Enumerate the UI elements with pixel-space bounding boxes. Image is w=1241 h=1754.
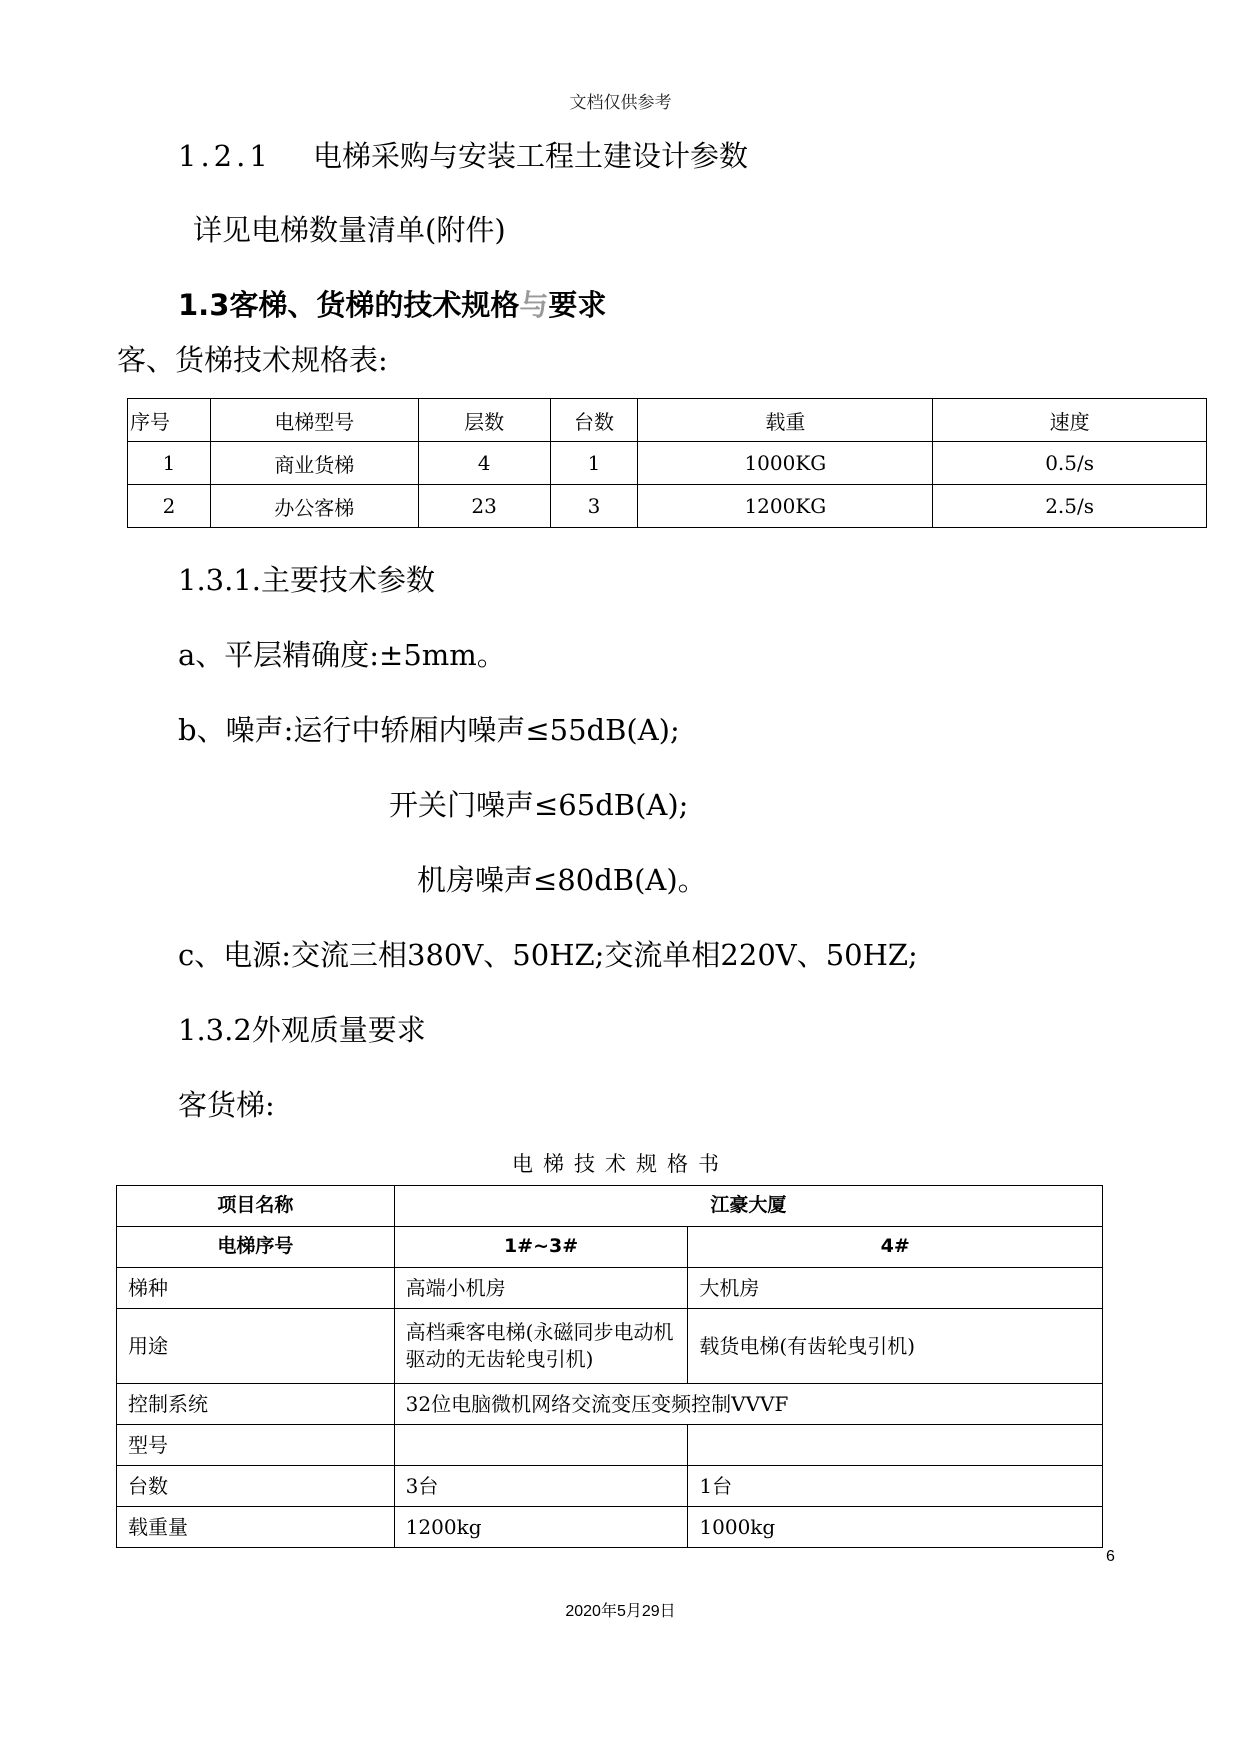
table-row bbox=[117, 1268, 1103, 1309]
table-cell: 大机房 bbox=[688, 1268, 1103, 1309]
table-row bbox=[117, 1466, 1103, 1507]
table-row bbox=[117, 1507, 1103, 1548]
table-header-cell: 电梯型号 bbox=[210, 399, 418, 442]
param-leveling-accuracy: a、平层精确度:±5mm。 bbox=[178, 638, 506, 672]
table-cell: 1 bbox=[128, 442, 211, 485]
table-cell bbox=[688, 1425, 1103, 1466]
table-cell: 2.5/s bbox=[933, 485, 1207, 528]
spec-table bbox=[127, 398, 1207, 528]
table-row bbox=[117, 1186, 1103, 1227]
row-label: 控制系统 bbox=[117, 1384, 395, 1425]
table-row bbox=[128, 485, 1207, 528]
page-number: 6 bbox=[1106, 1548, 1115, 1565]
table-header-cell: 速度 bbox=[933, 399, 1207, 442]
elevator-seq-label: 电梯序号 bbox=[117, 1227, 395, 1268]
footer-date: 2020年5月29日 bbox=[565, 1603, 676, 1620]
table-cell: 1000KG bbox=[638, 442, 933, 485]
page-header: 文档仅供参考 bbox=[569, 93, 672, 113]
table-cell: 办公客梯 bbox=[210, 485, 418, 528]
table-cell: 1200KG bbox=[638, 485, 933, 528]
row-label: 用途 bbox=[117, 1309, 395, 1384]
table-cell: 4 bbox=[418, 442, 550, 485]
table-cell: 载货电梯(有齿轮曳引机) bbox=[688, 1309, 1103, 1384]
section-1-3-prefix: 1.3客梯、货梯的技术规格 bbox=[178, 288, 520, 322]
table-cell: 0.5/s bbox=[933, 442, 1207, 485]
detail-note: 详见电梯数量清单(附件) bbox=[193, 213, 506, 247]
table-row bbox=[117, 1227, 1103, 1268]
elevator-seq-col1: 1#~3# bbox=[394, 1227, 688, 1268]
param-noise-machine-room: 机房噪声≤80dB(A)。 bbox=[417, 863, 707, 897]
table-cell: 23 bbox=[418, 485, 550, 528]
project-name-label: 项目名称 bbox=[117, 1186, 395, 1227]
section-1-3-1-heading: 1.3.1.主要技术参数 bbox=[178, 563, 436, 597]
section-1-3-2-heading: 1.3.2外观质量要求 bbox=[178, 1013, 426, 1047]
passenger-freight-label: 客货梯: bbox=[178, 1088, 275, 1122]
section-1-3-suffix: 要求 bbox=[548, 288, 607, 322]
table-header-cell: 台数 bbox=[550, 399, 638, 442]
row-label: 梯种 bbox=[117, 1268, 395, 1309]
table-cell: 2 bbox=[128, 485, 211, 528]
table-cell: 商业货梯 bbox=[210, 442, 418, 485]
section-1-2-1-heading bbox=[178, 134, 748, 175]
row-label: 台数 bbox=[117, 1466, 395, 1507]
table-row bbox=[128, 442, 1207, 485]
spec-table-label: 客、货梯技术规格表: bbox=[117, 343, 388, 377]
section-number: 1.2.1 bbox=[178, 139, 272, 173]
table-cell: 3 bbox=[550, 485, 638, 528]
table-cell: 高档乘客电梯(永磁同步电动机驱动的无齿轮曳引机) bbox=[394, 1309, 688, 1384]
section-title: 电梯采购与安装工程土建设计参数 bbox=[313, 139, 749, 173]
spec-book-table bbox=[116, 1185, 1103, 1548]
table-cell bbox=[394, 1425, 688, 1466]
table-cell: 高端小机房 bbox=[394, 1268, 688, 1309]
row-label: 型号 bbox=[117, 1425, 395, 1466]
table-header-cell: 序号 bbox=[128, 399, 211, 442]
table-cell: 3台 bbox=[394, 1466, 688, 1507]
table-header-cell: 载重 bbox=[638, 399, 933, 442]
param-power-supply: c、电源:交流三相380V、50HZ;交流单相220V、50HZ; bbox=[178, 938, 918, 972]
section-1-3-heading bbox=[178, 283, 606, 324]
spec-book-title: 电梯技术规格书 bbox=[512, 1152, 729, 1176]
table-row bbox=[117, 1425, 1103, 1466]
table-header-cell: 层数 bbox=[418, 399, 550, 442]
elevator-seq-col2: 4# bbox=[688, 1227, 1103, 1268]
param-noise-door: 开关门噪声≤65dB(A); bbox=[389, 788, 689, 822]
row-label: 载重量 bbox=[117, 1507, 395, 1548]
table-cell: 1 bbox=[550, 442, 638, 485]
table-header-row bbox=[128, 399, 1207, 442]
table-row bbox=[117, 1309, 1103, 1384]
table-row bbox=[117, 1384, 1103, 1425]
project-name-value: 江豪大厦 bbox=[394, 1186, 1102, 1227]
table-cell: 1200kg bbox=[394, 1507, 688, 1548]
table-cell: 32位电脑微机网络交流变压变频控制VVVF bbox=[394, 1384, 1102, 1425]
param-noise-car: b、噪声:运行中轿厢内噪声≤55dB(A); bbox=[178, 713, 680, 747]
section-1-3-faint-char: 与 bbox=[519, 288, 549, 322]
table-cell: 1000kg bbox=[688, 1507, 1103, 1548]
table-cell: 1台 bbox=[688, 1466, 1103, 1507]
